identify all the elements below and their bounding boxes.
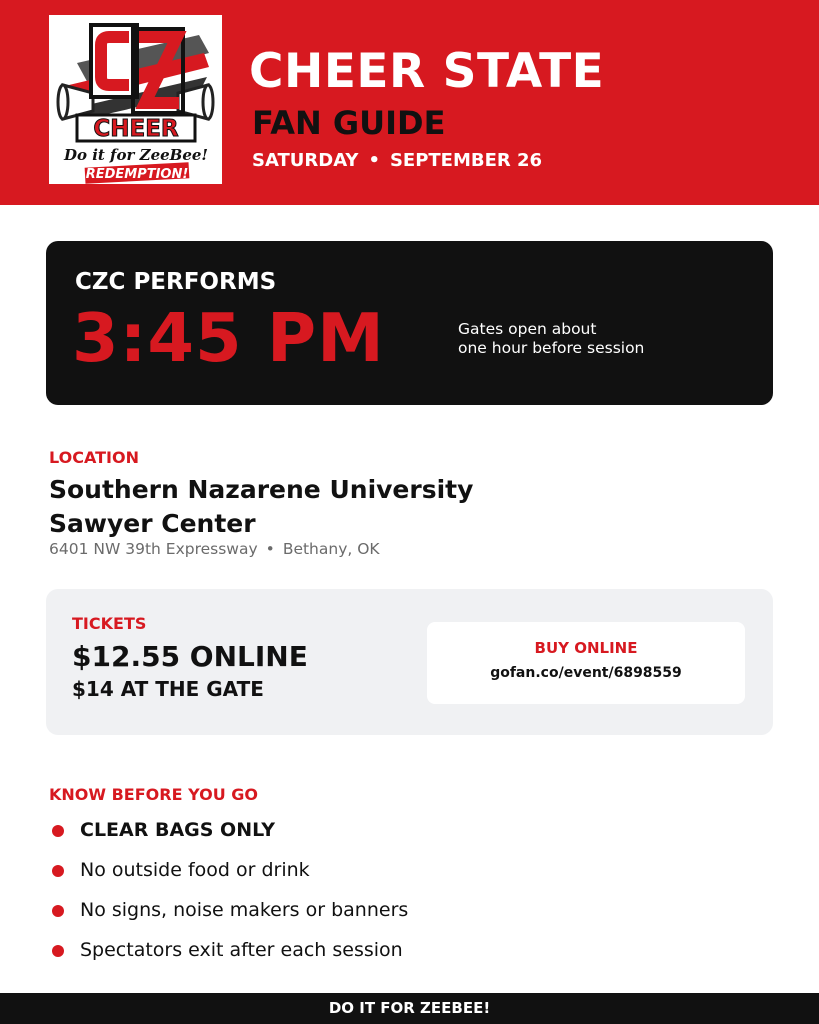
performance-time: 3:45 PM	[72, 299, 385, 377]
event-date	[252, 150, 542, 171]
rule-text: CLEAR BAGS ONLY	[80, 819, 276, 841]
tickets-card	[46, 589, 773, 735]
gate-price: $14 AT THE GATE	[72, 677, 264, 701]
logo-tagline-text: Do it for ZeeBee!	[63, 146, 209, 164]
venue-name-line1: Southern Nazarene University	[49, 475, 474, 504]
page-title: CHEER STATE	[249, 44, 605, 99]
know-before-label: KNOW BEFORE YOU GO	[49, 785, 258, 804]
bullet-icon	[52, 865, 64, 877]
performance-label: CZC PERFORMS	[75, 269, 277, 295]
venue-name	[49, 473, 473, 541]
rule-text: No signs, noise makers or banners	[80, 899, 409, 921]
buy-online-box[interactable]	[427, 622, 745, 704]
venue-city: Bethany, OK	[282, 540, 380, 558]
location-label: LOCATION	[49, 448, 139, 467]
list-item	[49, 816, 749, 856]
rule-text: Spectators exit after each session	[80, 939, 403, 961]
buy-online-label: BUY ONLINE	[534, 639, 638, 657]
gates-note-line1: Gates open about	[458, 320, 597, 338]
online-price: $12.55 ONLINE	[72, 640, 308, 673]
footer-bar	[0, 993, 819, 1024]
bullet-icon	[52, 905, 64, 917]
page-subtitle: FAN GUIDE	[252, 104, 446, 142]
buy-online-link[interactable]: gofan.co/event/6898559	[490, 665, 682, 681]
cz-cheer-logo	[49, 15, 222, 184]
gates-note-line2: one hour before session	[458, 339, 645, 357]
performance-card	[46, 241, 773, 405]
address-separator: •	[265, 540, 275, 558]
list-item	[49, 936, 749, 976]
venue-name-line2: Sawyer Center	[49, 509, 256, 538]
list-item	[49, 896, 749, 936]
footer-text: DO IT FOR ZEEBEE!	[328, 999, 491, 1017]
gates-note	[458, 320, 698, 358]
rule-text: No outside food or drink	[80, 859, 310, 881]
venue-address	[49, 540, 380, 558]
venue-street: 6401 NW 39th Expressway	[49, 540, 258, 558]
bullet-icon	[52, 945, 64, 957]
date-separator: •	[368, 150, 380, 171]
bullet-icon	[52, 825, 64, 837]
header-banner	[0, 0, 819, 205]
list-item	[49, 856, 749, 896]
event-date-text: SEPTEMBER 26	[389, 150, 543, 171]
rules-list	[49, 816, 749, 976]
event-day: SATURDAY	[252, 150, 359, 171]
logo-cheer-text: CHEER	[93, 116, 179, 142]
tickets-label: TICKETS	[72, 614, 147, 633]
logo-banner-text: REDEMPTION!	[85, 167, 189, 182]
